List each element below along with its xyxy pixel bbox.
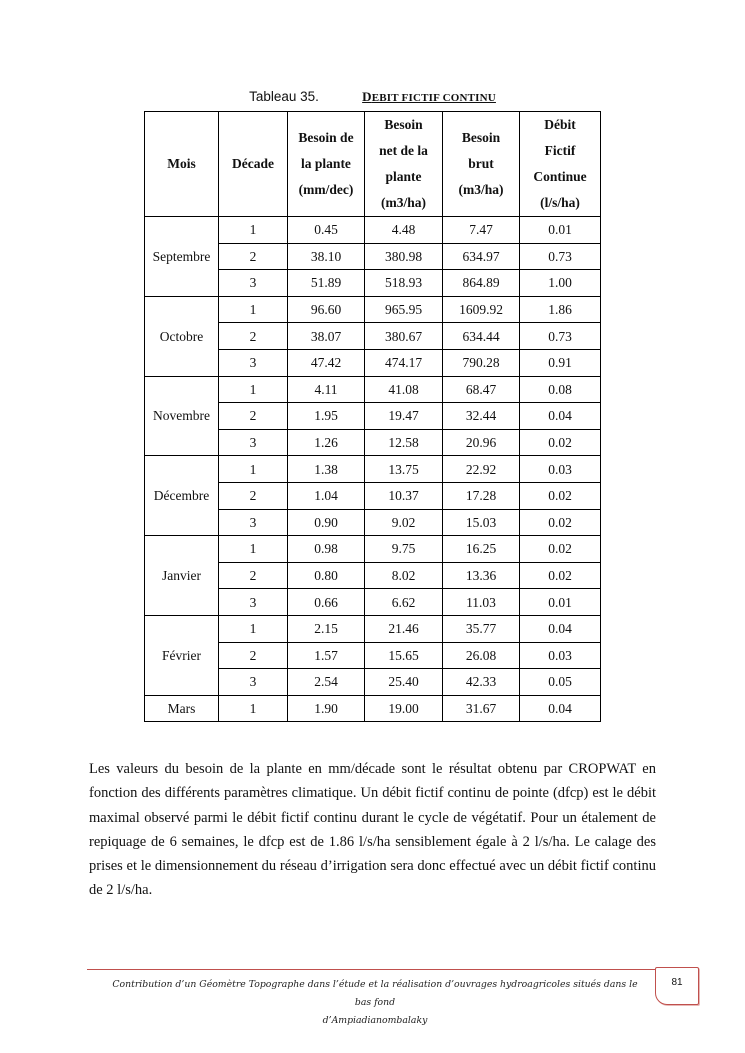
table-body bbox=[145, 217, 601, 722]
decade-cell: 2 bbox=[219, 562, 288, 589]
besoin-plante-cell: 1.90 bbox=[288, 695, 365, 722]
besoin-brut-cell: 17.28 bbox=[443, 482, 520, 509]
besoin-brut-cell: 42.33 bbox=[443, 669, 520, 696]
besoin-net-cell: 41.08 bbox=[365, 376, 443, 403]
besoin-brut-cell: 68.47 bbox=[443, 376, 520, 403]
besoin-plante-cell: 1.26 bbox=[288, 429, 365, 456]
besoin-net-cell: 10.37 bbox=[365, 482, 443, 509]
table-row bbox=[145, 296, 601, 323]
besoin-net-cell: 12.58 bbox=[365, 429, 443, 456]
besoin-net-cell: 13.75 bbox=[365, 456, 443, 483]
debit-cell: 0.91 bbox=[520, 349, 601, 376]
month-cell: Septembre bbox=[145, 217, 219, 297]
table-row bbox=[145, 456, 601, 483]
besoin-brut-cell: 13.36 bbox=[443, 562, 520, 589]
header-mois: Mois bbox=[145, 112, 219, 217]
besoin-net-cell: 8.02 bbox=[365, 562, 443, 589]
besoin-net-cell: 6.62 bbox=[365, 589, 443, 616]
debit-cell: 0.04 bbox=[520, 403, 601, 430]
decade-cell: 1 bbox=[219, 217, 288, 244]
month-cell: Janvier bbox=[145, 536, 219, 616]
decade-cell: 1 bbox=[219, 615, 288, 642]
decade-cell: 1 bbox=[219, 695, 288, 722]
month-cell: Octobre bbox=[145, 296, 219, 376]
debit-cell: 0.04 bbox=[520, 615, 601, 642]
besoin-brut-cell: 634.97 bbox=[443, 243, 520, 270]
table-row bbox=[145, 217, 601, 244]
decade-cell: 2 bbox=[219, 482, 288, 509]
besoin-plante-cell: 1.95 bbox=[288, 403, 365, 430]
debit-cell: 0.01 bbox=[520, 589, 601, 616]
decade-cell: 3 bbox=[219, 589, 288, 616]
header-debit-fictif: Débit Fictif Continue (l/s/ha) bbox=[520, 112, 601, 217]
header-decade: Décade bbox=[219, 112, 288, 217]
debit-table bbox=[144, 111, 601, 722]
besoin-brut-cell: 634.44 bbox=[443, 323, 520, 350]
besoin-plante-cell: 1.04 bbox=[288, 482, 365, 509]
besoin-net-cell: 380.98 bbox=[365, 243, 443, 270]
besoin-plante-cell: 0.66 bbox=[288, 589, 365, 616]
table-row bbox=[145, 376, 601, 403]
besoin-brut-cell: 7.47 bbox=[443, 217, 520, 244]
besoin-net-cell: 474.17 bbox=[365, 349, 443, 376]
besoin-net-cell: 15.65 bbox=[365, 642, 443, 669]
besoin-brut-cell: 864.89 bbox=[443, 270, 520, 297]
besoin-brut-cell: 11.03 bbox=[443, 589, 520, 616]
table-header-row bbox=[145, 112, 601, 217]
besoin-plante-cell: 96.60 bbox=[288, 296, 365, 323]
paragraph-text: Les valeurs du besoin de la plante en mm/décade sont le résultat obtenu par CROPWAT en fonction des différents paramètres climatique. Un débit fictif continu de pointe (dfcp) est le débit maximal observé parmi le débit fictif continu durant le cycle de végétatif. Pour un étalement de repiquage de 6 semaines, le dfcp est de 1.86 l/s/ha sensiblement égale à 2 l/s/ha. Le calage des prises et le dimensionnement du réseau d’irrigation sera donc effectué avec un débit fictif continu de 2 l/s/ha. bbox=[89, 761, 656, 899]
decade-cell: 1 bbox=[219, 376, 288, 403]
besoin-plante-cell: 0.90 bbox=[288, 509, 365, 536]
table-row bbox=[145, 695, 601, 722]
debit-cell: 0.02 bbox=[520, 429, 601, 456]
table-caption bbox=[0, 89, 745, 105]
debit-cell: 0.05 bbox=[520, 669, 601, 696]
besoin-net-cell: 518.93 bbox=[365, 270, 443, 297]
besoin-plante-cell: 4.11 bbox=[288, 376, 365, 403]
debit-cell: 0.02 bbox=[520, 482, 601, 509]
besoin-brut-cell: 790.28 bbox=[443, 349, 520, 376]
besoin-brut-cell: 35.77 bbox=[443, 615, 520, 642]
besoin-net-cell: 965.95 bbox=[365, 296, 443, 323]
debit-cell: 0.02 bbox=[520, 509, 601, 536]
besoin-plante-cell: 0.80 bbox=[288, 562, 365, 589]
besoin-plante-cell: 51.89 bbox=[288, 270, 365, 297]
besoin-brut-cell: 1609.92 bbox=[443, 296, 520, 323]
table-number: Tableau 35. bbox=[249, 89, 319, 104]
besoin-brut-cell: 31.67 bbox=[443, 695, 520, 722]
table-row bbox=[145, 615, 601, 642]
debit-cell: 0.73 bbox=[520, 323, 601, 350]
debit-cell: 1.86 bbox=[520, 296, 601, 323]
besoin-plante-cell: 38.07 bbox=[288, 323, 365, 350]
besoin-plante-cell: 0.98 bbox=[288, 536, 365, 563]
decade-cell: 2 bbox=[219, 403, 288, 430]
besoin-plante-cell: 2.54 bbox=[288, 669, 365, 696]
decade-cell: 3 bbox=[219, 429, 288, 456]
besoin-brut-cell: 26.08 bbox=[443, 642, 520, 669]
besoin-net-cell: 21.46 bbox=[365, 615, 443, 642]
besoin-brut-cell: 20.96 bbox=[443, 429, 520, 456]
besoin-brut-cell: 15.03 bbox=[443, 509, 520, 536]
debit-cell: 0.02 bbox=[520, 536, 601, 563]
debit-cell: 1.00 bbox=[520, 270, 601, 297]
besoin-brut-cell: 22.92 bbox=[443, 456, 520, 483]
decade-cell: 1 bbox=[219, 536, 288, 563]
debit-cell: 0.73 bbox=[520, 243, 601, 270]
besoin-net-cell: 25.40 bbox=[365, 669, 443, 696]
besoin-plante-cell: 47.42 bbox=[288, 349, 365, 376]
debit-cell: 0.08 bbox=[520, 376, 601, 403]
debit-cell: 0.01 bbox=[520, 217, 601, 244]
besoin-net-cell: 9.02 bbox=[365, 509, 443, 536]
table-title-initial: D bbox=[362, 89, 372, 104]
header-besoin-net: Besoin net de la plante (m3/ha) bbox=[365, 112, 443, 217]
besoin-plante-cell: 38.10 bbox=[288, 243, 365, 270]
besoin-plante-cell: 0.45 bbox=[288, 217, 365, 244]
footer-text bbox=[110, 976, 640, 1030]
besoin-net-cell: 19.00 bbox=[365, 695, 443, 722]
header-besoin-plante: Besoin de la plante (mm/dec) bbox=[288, 112, 365, 217]
debit-cell: 0.03 bbox=[520, 642, 601, 669]
decade-cell: 2 bbox=[219, 323, 288, 350]
decade-cell: 3 bbox=[219, 509, 288, 536]
month-cell: Février bbox=[145, 615, 219, 695]
besoin-brut-cell: 32.44 bbox=[443, 403, 520, 430]
besoin-net-cell: 380.67 bbox=[365, 323, 443, 350]
footer-line-1: Contribution d’un Géomètre Topographe dans l’étude et la réalisation d’ouvrages hydroagricoles situés dans le bas fond bbox=[112, 979, 638, 1008]
page-number: 81 bbox=[671, 977, 683, 988]
besoin-net-cell: 19.47 bbox=[365, 403, 443, 430]
table-title-rest: EBIT FICTIF CONTINU bbox=[371, 92, 496, 104]
footer-line-2: d’Ampiadianombalaky bbox=[322, 1015, 428, 1026]
decade-cell: 1 bbox=[219, 296, 288, 323]
debit-cell: 0.03 bbox=[520, 456, 601, 483]
footer-rule bbox=[87, 969, 658, 970]
decade-cell: 2 bbox=[219, 243, 288, 270]
month-cell: Mars bbox=[145, 695, 219, 722]
month-cell: Décembre bbox=[145, 456, 219, 536]
debit-cell: 0.04 bbox=[520, 695, 601, 722]
decade-cell: 2 bbox=[219, 642, 288, 669]
header-besoin-brut: Besoin brut (m3/ha) bbox=[443, 112, 520, 217]
besoin-net-cell: 9.75 bbox=[365, 536, 443, 563]
besoin-plante-cell: 1.57 bbox=[288, 642, 365, 669]
decade-cell: 1 bbox=[219, 456, 288, 483]
besoin-net-cell: 4.48 bbox=[365, 217, 443, 244]
table-title bbox=[362, 89, 496, 104]
decade-cell: 3 bbox=[219, 349, 288, 376]
page-number-box bbox=[655, 967, 699, 1005]
table-row bbox=[145, 536, 601, 563]
decade-cell: 3 bbox=[219, 270, 288, 297]
debit-cell: 0.02 bbox=[520, 562, 601, 589]
besoin-brut-cell: 16.25 bbox=[443, 536, 520, 563]
besoin-plante-cell: 2.15 bbox=[288, 615, 365, 642]
month-cell: Novembre bbox=[145, 376, 219, 456]
body-paragraph bbox=[89, 757, 656, 903]
besoin-plante-cell: 1.38 bbox=[288, 456, 365, 483]
decade-cell: 3 bbox=[219, 669, 288, 696]
